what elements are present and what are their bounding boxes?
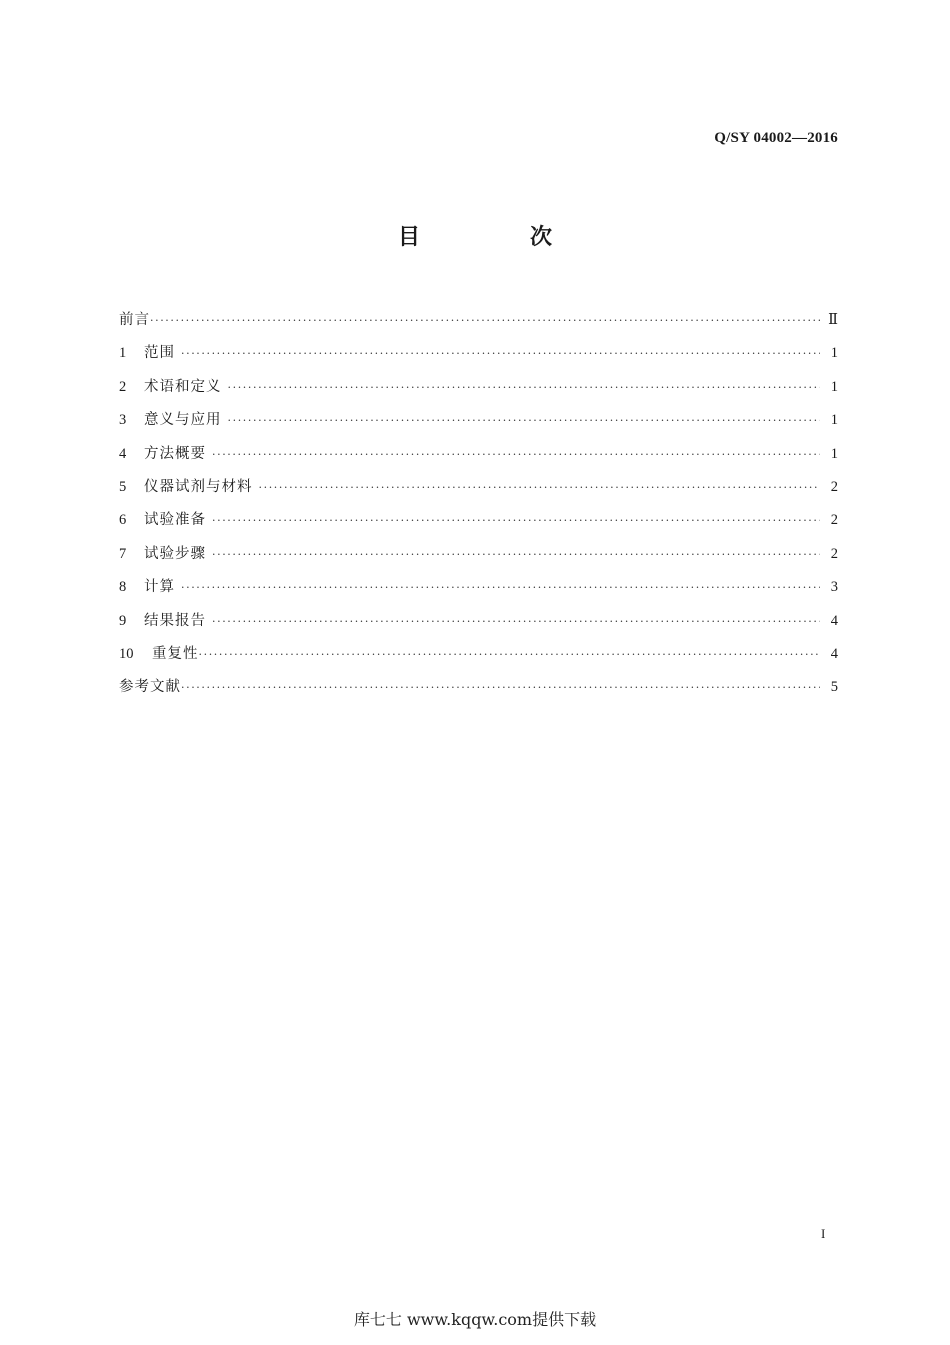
toc-entry-number: 10 — [119, 645, 134, 662]
toc-entry-label: 试验步骤 — [144, 545, 206, 562]
toc-entry-number: 5 — [119, 478, 127, 495]
toc-entry-number: 1 — [119, 345, 127, 362]
toc-entry-page: 1 — [830, 378, 838, 395]
toc-entry-procedure[interactable] — [119, 540, 838, 573]
standard-code: Q/SY 04002—2016 — [714, 130, 838, 146]
toc-entry-label: 范围 — [144, 345, 175, 362]
toc-entry-page: 2 — [830, 545, 838, 562]
toc-entry-page: 1 — [830, 412, 838, 429]
toc-leader-dots — [228, 407, 821, 435]
toc-entry-page: 3 — [830, 579, 838, 596]
toc-entry-page: Ⅱ — [828, 312, 838, 328]
toc-entry-significance[interactable] — [119, 406, 838, 439]
toc-entry-page: 2 — [830, 478, 838, 495]
toc-leader-dots — [259, 474, 821, 502]
toc-entry-page: 4 — [830, 645, 838, 662]
toc-leader-dots — [212, 441, 820, 469]
toc-entry-report[interactable] — [119, 607, 838, 640]
toc-leader-dots — [199, 641, 821, 669]
toc-leader-dots — [181, 674, 820, 702]
toc-entry-scope[interactable] — [119, 339, 838, 372]
toc-leader-dots — [212, 541, 820, 569]
toc-entry-label: 重复性 — [152, 645, 199, 662]
toc-leader-dots — [212, 608, 820, 636]
toc-entry-label: 术语和定义 — [144, 378, 222, 395]
download-watermark: 库七七 www.kqqw.com提供下载 — [353, 1310, 597, 1329]
toc-title: 目 次 — [397, 225, 596, 250]
toc-entry-method-summary[interactable] — [119, 440, 838, 473]
toc-entry-page: 2 — [830, 512, 838, 529]
toc-entry-label: 意义与应用 — [144, 412, 222, 429]
toc-entry-number: 7 — [119, 545, 127, 562]
toc-entry-preparation[interactable] — [119, 506, 838, 539]
toc-entry-calculation[interactable] — [119, 573, 838, 606]
toc-entry-terms[interactable] — [119, 373, 838, 406]
toc-entry-label: 计算 — [144, 579, 175, 596]
toc-entry-label: 前言 — [119, 312, 150, 328]
toc-entry-label: 参考文献 — [119, 679, 181, 696]
toc-entry-page: 1 — [830, 345, 838, 362]
toc-entry-label: 仪器试剂与材料 — [144, 478, 253, 495]
toc-entry-page: 5 — [830, 679, 838, 696]
toc-leader-dots — [181, 340, 820, 368]
toc-entry-number: 3 — [119, 412, 127, 429]
toc-entry-page: 4 — [830, 612, 838, 629]
toc-leader-dots — [228, 374, 821, 402]
toc-entry-label: 方法概要 — [144, 445, 206, 462]
page-number: I — [821, 1226, 826, 1241]
toc-entry-references[interactable] — [119, 673, 838, 706]
toc-list — [119, 306, 838, 707]
toc-entry-repeatability[interactable] — [119, 640, 838, 673]
toc-entry-number: 2 — [119, 378, 127, 395]
toc-leader-dots — [181, 574, 820, 602]
toc-entry-number: 9 — [119, 612, 127, 629]
toc-leader-dots — [212, 507, 820, 535]
toc-entry-page: 1 — [830, 445, 838, 462]
toc-entry-label: 试验准备 — [144, 512, 206, 529]
toc-entry-foreword[interactable] — [119, 306, 838, 339]
toc-entry-label: 结果报告 — [144, 612, 206, 629]
toc-entry-number: 4 — [119, 445, 127, 462]
toc-entry-apparatus[interactable] — [119, 473, 838, 506]
toc-leader-dots — [150, 307, 820, 335]
toc-entry-number: 6 — [119, 512, 127, 529]
toc-entry-number: 8 — [119, 579, 127, 596]
